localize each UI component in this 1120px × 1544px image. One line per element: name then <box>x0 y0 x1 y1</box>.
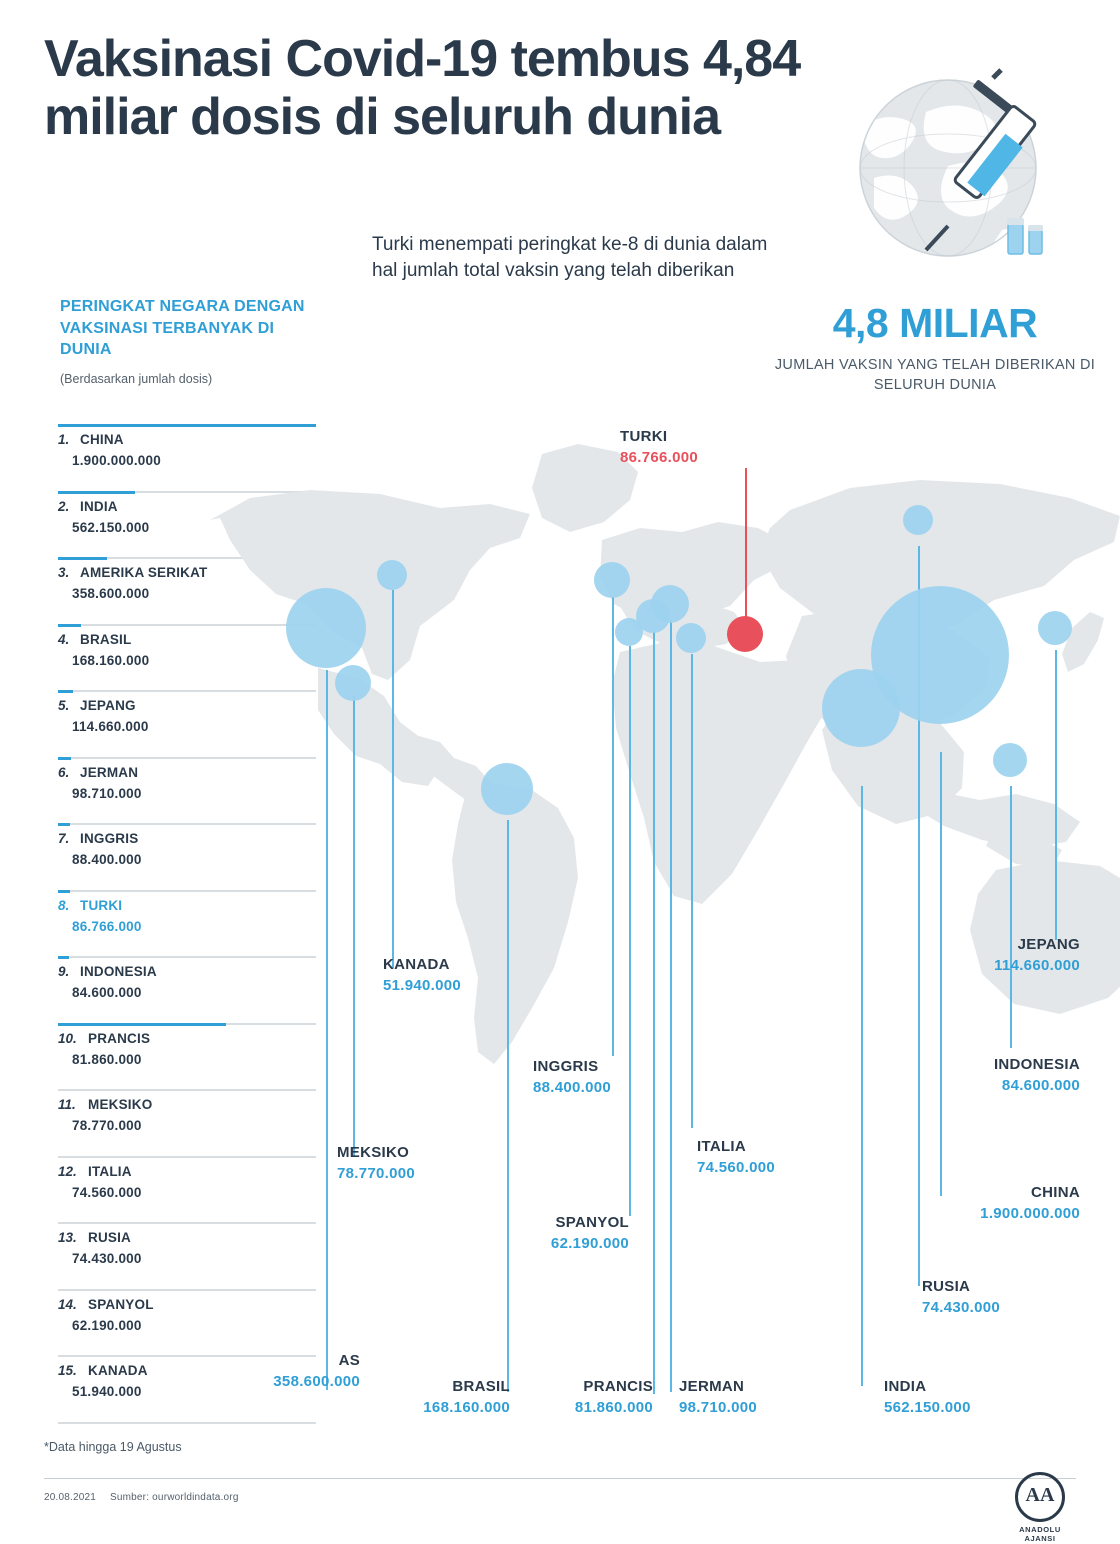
country-value: 81.860.000 <box>72 1051 142 1067</box>
map-label-value: 114.660.000 <box>994 957 1080 974</box>
map-label-value: 88.400.000 <box>533 1079 612 1096</box>
map-label-country: MEKSIKO <box>337 1144 410 1161</box>
aa-logo-text: AA <box>1025 1484 1055 1506</box>
map-label-value: 98.710.000 <box>679 1399 758 1416</box>
map-label-jerman <box>679 1378 757 1416</box>
leader-line-italia <box>691 654 693 1128</box>
rank-index: 8. <box>58 897 70 913</box>
country-value: 86.766.000 <box>72 918 142 934</box>
footer-divider <box>44 1478 1076 1479</box>
map-label-value: 168.160.000 <box>423 1399 510 1416</box>
rank-index: 9. <box>58 964 70 979</box>
map-label-value: 1.900.000.000 <box>980 1205 1080 1222</box>
country-name: CHINA <box>80 432 124 447</box>
map-label-meksiko <box>337 1144 415 1182</box>
bubble-kanada <box>377 560 407 590</box>
country-name: SPANYOL <box>88 1296 154 1312</box>
row-bar <box>58 491 135 494</box>
anadolu-agency-logo <box>1004 1472 1076 1543</box>
total-doses-value: 4,8 MILIAR <box>832 300 1038 346</box>
leader-line-meksiko <box>353 696 355 1156</box>
row-bar <box>58 823 70 826</box>
map-label-country: INDONESIA <box>993 1056 1080 1073</box>
rank-index: 14. <box>58 1296 77 1312</box>
bubble-jepang <box>1038 611 1072 645</box>
ranking-heading: PERINGKAT NEGARA DENGAN VAKSINASI TERBANYAK DI DUNIA <box>60 298 305 359</box>
map-label-kanada <box>383 956 461 994</box>
country-name: MEKSIKO <box>88 1097 153 1112</box>
map-label-value: 62.190.000 <box>550 1235 629 1252</box>
leader-line-jepang <box>1055 650 1057 940</box>
data-note: *Data hingga 19 Agustus <box>44 1440 182 1454</box>
bubble-as <box>286 588 366 668</box>
bubble-brasil <box>481 763 533 815</box>
leader-line-jerman <box>670 620 672 1392</box>
rank-index: 10. <box>58 1030 77 1046</box>
map-label-india <box>884 1378 971 1416</box>
map-label-country: TURKI <box>620 428 668 445</box>
page-title: Vaksinasi Covid-19 tembus 4,84 miliar dosis di seluruh dunia <box>44 30 801 147</box>
country-name: AMERIKA SERIKAT <box>80 565 208 580</box>
rank-index: 11. <box>58 1097 76 1112</box>
country-name: ITALIA <box>88 1163 132 1179</box>
leader-line-indonesia <box>1010 786 1012 1048</box>
row-bar <box>58 890 70 893</box>
map-label-value: 84.600.000 <box>1001 1077 1080 1094</box>
country-name: PRANCIS <box>88 1030 151 1046</box>
country-name: KANADA <box>88 1363 148 1378</box>
map-label-indonesia <box>880 1056 1080 1094</box>
row-bar <box>58 624 81 627</box>
map-label-country: KANADA <box>383 956 450 973</box>
map-label-country: BRASIL <box>452 1378 510 1395</box>
rank-index: 7. <box>58 831 70 846</box>
bubble-italia <box>676 623 706 653</box>
country-value: 1.900.000.000 <box>72 453 161 468</box>
country-name: INDONESIA <box>80 964 157 979</box>
leader-line-as <box>326 670 328 1390</box>
map-label-country: JEPANG <box>1017 936 1080 953</box>
map-label-country: AS <box>338 1352 360 1369</box>
country-name: BRASIL <box>80 631 132 647</box>
map-label-prancis <box>463 1378 653 1416</box>
map-label-italia <box>697 1138 775 1176</box>
publish-date: 20.08.2021 <box>44 1492 97 1503</box>
country-value: 88.400.000 <box>72 852 142 867</box>
bubble-turki <box>727 616 763 652</box>
row-divider <box>58 1289 316 1291</box>
aa-logo-icon <box>1015 1472 1065 1522</box>
map-label-country: INGGRIS <box>533 1058 599 1075</box>
leader-line-china <box>940 752 942 1196</box>
rank-index: 15. <box>58 1363 77 1378</box>
map-label-value: 74.430.000 <box>922 1299 1001 1316</box>
map-label-country: CHINA <box>1031 1184 1080 1201</box>
country-value: 51.940.000 <box>72 1384 142 1399</box>
map-label-turki <box>620 428 698 466</box>
map-label-value: 81.860.000 <box>574 1399 653 1416</box>
country-value: 74.560.000 <box>72 1184 142 1200</box>
list-item <box>58 1222 316 1289</box>
rank-index: 12. <box>58 1163 77 1179</box>
map-label-inggris <box>533 1058 611 1096</box>
country-name: INGGRIS <box>80 831 139 846</box>
data-source: Sumber: ourworldindata.org <box>110 1492 239 1503</box>
leader-line-inggris <box>612 596 614 1056</box>
rank-index: 13. <box>58 1230 77 1245</box>
bubble-inggris <box>594 562 630 598</box>
map-label-spanyol <box>439 1214 629 1252</box>
map-label-value: 562.150.000 <box>884 1399 971 1416</box>
aa-logo-name: ANADOLU AJANSI <box>1019 1525 1061 1543</box>
rank-index: 2. <box>58 498 70 514</box>
map-label-country: SPANYOL <box>555 1214 629 1231</box>
globe-syringe-illustration <box>830 48 1080 278</box>
bubble-jerman <box>651 585 689 623</box>
country-value: 78.770.000 <box>72 1118 142 1133</box>
country-value: 62.190.000 <box>72 1317 142 1333</box>
country-name: RUSIA <box>88 1230 132 1245</box>
map-label-country: PRANCIS <box>583 1378 653 1395</box>
country-value: 114.660.000 <box>72 719 149 734</box>
list-item <box>58 1289 316 1356</box>
row-bar <box>58 690 73 693</box>
bubble-rusia <box>903 505 933 535</box>
page-subtitle: Turki menempati peringkat ke-8 di dunia dalam hal jumlah total vaksin yang telah diberikan <box>372 234 768 281</box>
leader-line-india <box>861 786 863 1386</box>
vaccine-vial-icon <box>1007 218 1043 254</box>
map-label-country: ITALIA <box>697 1138 747 1155</box>
row-divider <box>58 1222 316 1224</box>
map-label-jepang <box>880 936 1080 974</box>
map-label-value: 78.770.000 <box>337 1165 416 1182</box>
bubble-meksiko <box>335 665 371 701</box>
leader-line-prancis <box>653 632 655 1394</box>
rank-index: 6. <box>58 764 70 780</box>
map-label-value: 358.600.000 <box>273 1373 360 1390</box>
globe-icon <box>830 48 1080 278</box>
map-label-value: 51.940.000 <box>383 977 462 994</box>
leader-line-brasil <box>507 820 509 1392</box>
country-name: INDIA <box>80 498 118 514</box>
total-doses-caption: JUMLAH VAKSIN YANG TELAH DIBERIKAN DI SELURUH DUNIA <box>774 357 1096 393</box>
bubble-china <box>871 586 1009 724</box>
country-value: 168.160.000 <box>72 652 150 668</box>
rank-index: 3. <box>58 565 70 580</box>
map-label-country: RUSIA <box>922 1278 971 1295</box>
map-label-rusia <box>922 1278 1000 1316</box>
country-name: JEPANG <box>80 698 136 713</box>
leader-line-spanyol <box>629 646 631 1216</box>
leader-line-kanada <box>392 590 394 968</box>
bubble-indonesia <box>993 743 1027 777</box>
map-label-country: INDIA <box>884 1378 927 1395</box>
rank-index: 1. <box>58 432 70 447</box>
map-label-value: 86.766.000 <box>620 449 699 466</box>
rank-index: 5. <box>58 698 70 713</box>
country-name: TURKI <box>80 897 123 913</box>
country-name: JERMAN <box>80 764 139 780</box>
leader-line-turki <box>745 468 747 628</box>
country-value: 74.430.000 <box>72 1251 142 1266</box>
country-value: 562.150.000 <box>72 519 150 535</box>
map-label-value: 74.560.000 <box>697 1159 776 1176</box>
rank-index: 4. <box>58 631 70 647</box>
row-bar <box>58 757 71 760</box>
country-value: 358.600.000 <box>72 586 150 601</box>
country-value: 84.600.000 <box>72 985 142 1000</box>
row-divider <box>58 1422 316 1424</box>
country-value: 98.710.000 <box>72 785 142 801</box>
ranking-subheading: (Berdasarkan jumlah dosis) <box>60 372 213 386</box>
row-bar <box>58 956 69 959</box>
row-bar <box>58 557 107 560</box>
map-label-country: JERMAN <box>679 1378 745 1395</box>
map-label-china <box>880 1184 1080 1222</box>
